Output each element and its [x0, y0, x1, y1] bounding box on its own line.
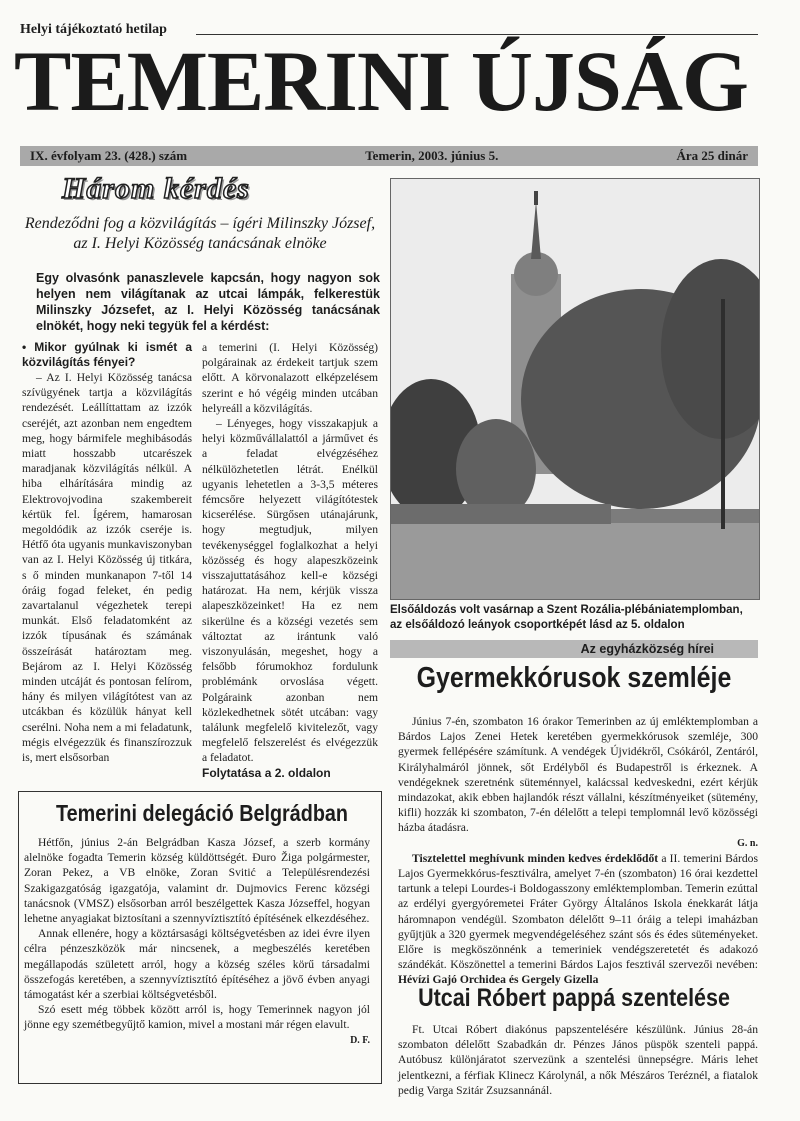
priest-article-title: Utcai Róbert pappá szentelése — [418, 984, 730, 1012]
section-bar: Az egyházközség hírei — [390, 640, 758, 658]
article-subtitle: Rendeződni fog a közvilágítás – ígéri Milinszky József, az I. Helyi Közösség tanácsának elnöke — [24, 215, 376, 252]
invitation-text: a II. temerini Bárdos Lajos Gyermekkórus-fesztiválra, amelyet 7-én (szombaton) 16 órai kezdettel tartunk a telepi Lourdes-i Boldogasszony emléktemplomban. Temerin ezúttal az erdélyi gyergyóremetei Fráter György Általános Iskola énekkarát látja háromnapon vendégül. Szombaton délelőtt 9–11 óráig a telepi imaházban gyűjtjük a 320 gyermek megvendégeléséhez szánt sós és édes süteményeket. Előre is megköszönnénk a temeriniek vendégszeretetét és adakozó szándékát. Köszönettel a temerini Bárdos Lajos fesztivál szervezői nevében: — [398, 851, 758, 972]
delegation-article-body — [24, 835, 370, 1048]
author-signature: D. F. — [350, 1034, 370, 1046]
article-paragraph: a temerini (I. Helyi Közösség) polgárainak az érdekeit tartjuk szem előtt. A körvonalazott elképzelésem szerint e hó végéig minden utcában helyreáll a közvilágítás. — [202, 341, 378, 415]
priest-article-body — [398, 1022, 758, 1098]
article-paragraph: – Az I. Helyi Közösség tanácsa szívügyének tartja a közvilágítás rendezését. Leállíttattam az izzók cseréjét, azt azonban nem engedtem meg, hogy bármifele meghibásodás miatt hosszabb utcarészek maradjanak közvilágítás nélkül. A hiba elhárítására mindig az Elektrovojvodina szakembereit kértük fel. Ígérem, hamarosan megoldódik az izzók cseréje is. Hétfő óta ugyanis munkaviszonyban van az I. Helyi Közösség új titkára, s ő minden munkanapon 7-től 14 óráig fogad feleket, én pedig zavartalanul végezhetek terepi munkát. Első feladatomként az izzók típusának és számának összeírását határoztam meg. Bejárom az I. Helyi Közösség minden utcáját és pontosan felírom, hány és milyen világítótest van az utcákban és közülük hányat kell cserélni. Noha nem a mi feladatunk, mégis elvégezzük és finanszírozzuk is, mert elsősorban — [22, 371, 192, 765]
article-column-2 — [202, 340, 378, 781]
choir-article-title: Gyermekkórusok szemléje — [416, 662, 732, 694]
issue-place-date: Temerin, 2003. június 5. — [365, 148, 499, 163]
author-signature: G. n. — [737, 837, 758, 849]
issue-price: Ára 25 dinár — [676, 148, 748, 163]
issue-info-bar — [20, 146, 758, 166]
choir-article-body — [398, 714, 758, 988]
rubric-heading: Három kérdés — [62, 172, 250, 205]
photo-caption: Elsőáldozás volt vasárnap a Szent Rozália-plébániatemplomban, az elsőáldozó leányok csoportképét lásd az 5. oldalon — [390, 604, 743, 631]
article-paragraph — [398, 851, 758, 988]
church-photo — [390, 178, 760, 600]
invitation-lead: Tisztelettel meghívunk minden kedves érdeklődőt — [412, 851, 659, 865]
article-paragraph: Ft. Utcai Róbert diakónus papszentelésére készülünk. Június 28-án szombaton délelőtt Szabadkán dr. Pénzes János püspök szenteli pappá. Autóbusz különjáratot szervezünk a szentelési ünnepségre. Máris lehet jelentkezni, a férfiak Klinecz Károlynál, a nők Mészáros Teréznél, a fiatalok pedig Varga Szitár Zsuzsannánál. — [398, 1023, 758, 1097]
delegation-article-title: Temerini delegáció Belgrádban — [55, 800, 349, 826]
article-paragraph: Június 7-én, szombaton 16 órakor Temerinben az új emléktemplomban a Bárdos Lajos Zenei Hetek keretében gyermekkórusok szemléje, 300 gyermek fellépésére számítunk. A vendégek Újvidékről, Csókáról, Zentáról, Királyhalmáról jönnek, sőt Erdélyből és Budapestről is érkeznek. A vendégeknek szeretnénk süteménnyel, kalácssal kedveskedni, ezért kérjük mindazokat, akik ebben hajlandók részt vállalni, készítményeiket (sütemény, kifli) hozzák ki szombaton, 7-én délelőtt a telepi templomnál levő közösségi házba átadásra. — [398, 715, 758, 835]
article-column-1 — [22, 340, 192, 765]
article-paragraph: Hétfőn, június 2-án Belgrádban Kasza József, a szerb kormány alelnöke fogadta Temerin község küldöttségét. Đuro Žiga polgármester, Zoran Pekez, a VB elnöke, Zoran Svitić a Településrendezési Szakigazgatóság igazgatója, valamint dr. Dujmovics Ferenc községi tanácsnok (VMSZ) elsősorban arról beszélgettek Kasza Józseffel, hogyan lehetne anyagiakat biztosítani a szennyvíztisztító építésének elkezdéséhez. — [24, 836, 370, 926]
issue-number: IX. évfolyam 23. (428.) szám — [30, 148, 188, 163]
article-paragraph: Szó esett még többek között arról is, hogy Temerinnek nagyon jól jönne egy szemétbegyűjtő kamion, mivel a mostani már régen elavult. — [24, 1003, 370, 1032]
article-paragraph: Annak ellenére, hogy a köztársasági költségvetésben az idei évre ilyen célra pénzeszközök már nincsenek, a megbeszélés keretében megállapodás született arról, hogy a község széles körű társadalmi összefogás keretében, a szennyvíztisztító építéséhez a jövő évben anyagi támogatást kér a szerbiai költségvetésből. — [24, 927, 370, 1002]
article-paragraph: – Lényeges, hogy visszakapjuk a helyi közművállalattól a járművet és a feladat elvégzéséhez nélkülözhetetlen létrát. Enélkül ugyanis lehetetlen a 3-3,5 méteres fémcsőre helyezett világítótestek kicserélése. Sürgősen utánajárunk, hogy megtudjuk, milyen tevékenységgel foglalkozhat a helyi közösség és hogy alapeszközeink visszajuttatásához kell-e községi határozat. Ha nem, kérjük vissza alapeszközeinket! Ha ez nem sikerülne és a községi vezetés sem változtat az irántunk való viszonyulásán, megeshet, hogy a felsőbb fórumokhoz fordulunk problémánk orvoslása végett. Polgáraink azonban nem közlekedhetnek sötét utcában: vagy találunk megfelelő kivitelezőt, vagy megfelelő felszerelést és elvégezzük a feladatot. — [202, 417, 378, 765]
interview-question: • Mikor gyúlnak ki ismét a közvilágítás fényei? — [22, 340, 192, 369]
tagline: Helyi tájékoztató hetilap — [20, 22, 167, 37]
article-lead: Egy olvasónk panaszlevele kapcsán, hogy nagyon sok helyen nem világítanak az utcai lámpák, felkerestük Milinszky Józsefet, az I. Helyi Közösség tanácsának elnökét, hogy neki tegyük fel a kérdést: — [36, 271, 380, 333]
masthead-title: TEMERINI ÚJSÁG — [14, 33, 748, 129]
continued-note: Folytatása a 2. oldalon — [202, 765, 331, 780]
organizer-names: Hévízi Gajó Orchidea és Gergely Gizella — [398, 973, 599, 987]
